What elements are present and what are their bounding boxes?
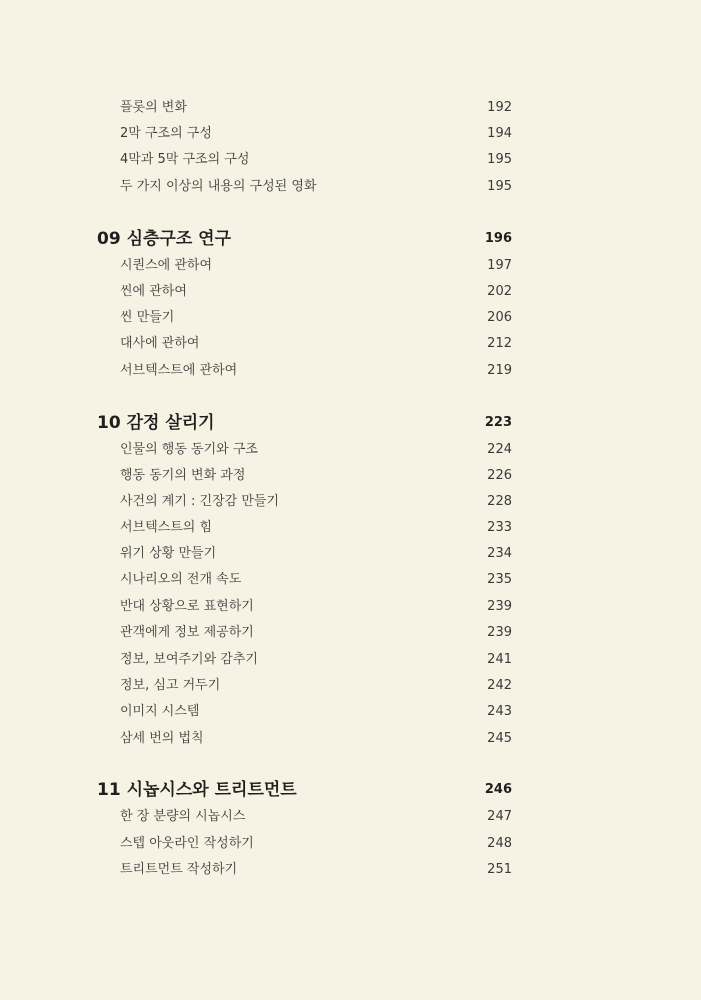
- toc-item-page: 251: [487, 862, 512, 877]
- toc-item-page: 206: [487, 310, 512, 325]
- toc-item-page: 224: [487, 442, 512, 457]
- toc-item-title: 삼세 번의 법칙: [120, 731, 204, 746]
- toc-item-title: 스텝 아웃라인 작성하기: [120, 836, 254, 851]
- toc-item[interactable]: [0, 123, 701, 145]
- toc-item-page: 242: [487, 678, 512, 693]
- toc-item-title: 이미지 시스템: [120, 704, 200, 719]
- toc-item-title: 정보, 심고 거두기: [120, 678, 221, 693]
- toc-item[interactable]: [0, 649, 701, 671]
- toc-item-title: 관객에게 정보 제공하기: [120, 625, 254, 640]
- toc-item-page: 241: [487, 652, 512, 667]
- toc-item-title: 플롯의 변화: [120, 100, 187, 115]
- chapter-heading[interactable]: [0, 779, 701, 801]
- toc-item-page: 239: [487, 625, 512, 640]
- chapter-title: 10 감정 살리기: [97, 413, 215, 433]
- toc-item-title: 한 장 분량의 시놉시스: [120, 809, 246, 824]
- chapter-heading[interactable]: [0, 228, 701, 250]
- toc-item-page: 195: [487, 152, 512, 167]
- chapter-page: 196: [484, 231, 512, 246]
- toc-item[interactable]: [0, 543, 701, 565]
- toc-item-page: 197: [487, 258, 512, 273]
- toc-item[interactable]: [0, 517, 701, 539]
- toc-item[interactable]: [0, 281, 701, 303]
- toc-item[interactable]: [0, 859, 701, 881]
- toc-item-title: 씬에 관하여: [120, 284, 187, 299]
- toc-item-page: 248: [487, 836, 512, 851]
- toc-item[interactable]: [0, 622, 701, 644]
- toc-item[interactable]: [0, 255, 701, 277]
- toc-item[interactable]: [0, 97, 701, 119]
- toc-item-page: 194: [487, 126, 512, 141]
- toc-item[interactable]: [0, 806, 701, 828]
- toc-item-page: 226: [487, 468, 512, 483]
- toc-item-title: 씬 만들기: [120, 310, 175, 325]
- toc-item[interactable]: [0, 333, 701, 355]
- toc-item-title: 반대 상황으로 표현하기: [120, 599, 254, 614]
- toc-item-title: 2막 구조의 구성: [120, 126, 212, 141]
- toc-item-title: 위기 상황 만들기: [120, 546, 217, 561]
- chapter-title: 11 시놉시스와 트리트먼트: [97, 780, 297, 800]
- toc-item-page: 235: [487, 572, 512, 587]
- toc-item[interactable]: [0, 176, 701, 198]
- toc-item-title: 서브텍스트에 관하여: [120, 363, 238, 378]
- chapter-title: 09 심층구조 연구: [97, 229, 232, 249]
- toc-item-title: 행동 동기의 변화 과정: [120, 468, 246, 483]
- chapter-page: 246: [484, 782, 512, 797]
- toc-item[interactable]: [0, 833, 701, 855]
- toc-item-title: 시나리오의 전개 속도: [120, 572, 242, 587]
- toc-item[interactable]: [0, 149, 701, 171]
- toc-item[interactable]: [0, 360, 701, 382]
- toc-item-page: 233: [487, 520, 512, 535]
- toc-item-title: 정보, 보여주기와 감추기: [120, 652, 258, 667]
- toc-item-page: 219: [487, 363, 512, 378]
- toc-item[interactable]: [0, 675, 701, 697]
- toc-item-page: 202: [487, 284, 512, 299]
- toc-item-title: 두 가지 이상의 내용의 구성된 영화: [120, 179, 317, 194]
- toc-item[interactable]: [0, 701, 701, 723]
- toc-item-title: 인물의 행동 동기와 구조: [120, 442, 258, 457]
- toc-item-page: 192: [487, 100, 512, 115]
- toc-item-title: 대사에 관하여: [120, 336, 200, 351]
- toc-item-page: 239: [487, 599, 512, 614]
- toc-item-page: 234: [487, 546, 512, 561]
- toc-item[interactable]: [0, 569, 701, 591]
- toc-item[interactable]: [0, 728, 701, 750]
- toc-item[interactable]: [0, 307, 701, 329]
- toc-item-title: 사건의 계기 : 긴장감 만들기: [120, 494, 280, 509]
- toc-item-title: 트리트먼트 작성하기: [120, 862, 238, 877]
- toc-item[interactable]: [0, 491, 701, 513]
- chapter-page: 223: [484, 415, 512, 430]
- toc-item[interactable]: [0, 465, 701, 487]
- toc-item-page: 247: [487, 809, 512, 824]
- chapter-heading[interactable]: [0, 412, 701, 434]
- toc-item[interactable]: [0, 439, 701, 461]
- toc-item-title: 시퀀스에 관하여: [120, 258, 213, 273]
- toc-item-page: 243: [487, 704, 512, 719]
- toc-item-title: 서브텍스트의 힘: [120, 520, 213, 535]
- toc-item-page: 228: [487, 494, 512, 509]
- toc-item-page: 212: [487, 336, 512, 351]
- toc-item-title: 4막과 5막 구조의 구성: [120, 152, 250, 167]
- toc-item[interactable]: [0, 596, 701, 618]
- toc-item-page: 195: [487, 179, 512, 194]
- toc-item-page: 245: [487, 731, 512, 746]
